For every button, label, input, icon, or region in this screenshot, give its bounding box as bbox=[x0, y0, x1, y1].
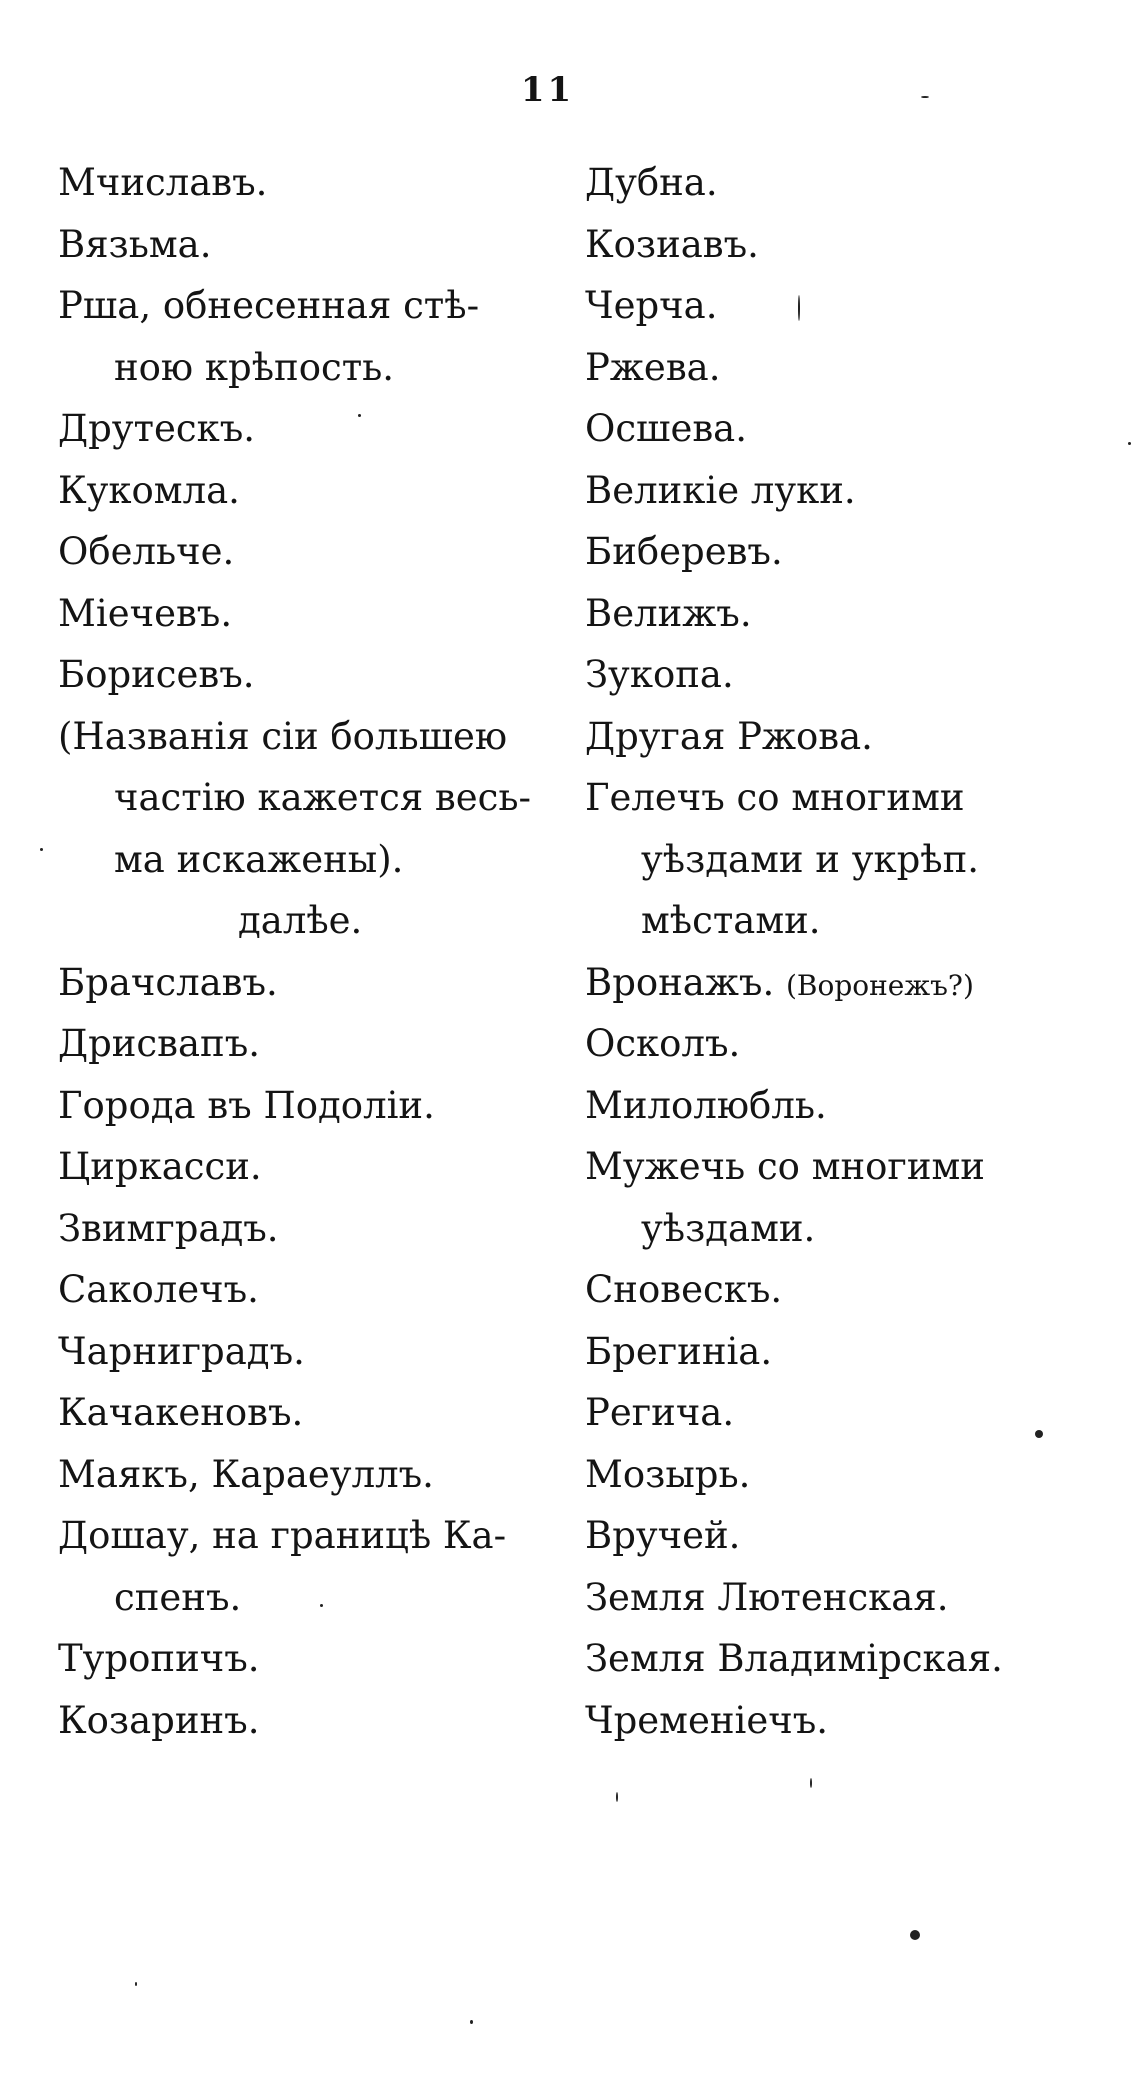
place-name: Туропичъ. bbox=[58, 1637, 260, 1680]
place-name: Дубна. bbox=[585, 161, 718, 204]
place-name: Чарниградъ. bbox=[58, 1329, 305, 1373]
place-name: Звимградъ. bbox=[58, 1206, 279, 1250]
scan-speck bbox=[798, 295, 800, 321]
place-name: Регича. bbox=[585, 1391, 735, 1434]
place-name: Маякъ, Караеуллъ. bbox=[58, 1452, 434, 1496]
place-name: Гелечъ со многими bbox=[585, 776, 965, 819]
place-name-continuation: уѣздами и укрѣп. bbox=[641, 837, 980, 881]
scan-speck bbox=[1035, 1430, 1043, 1438]
scan-speck bbox=[40, 848, 43, 851]
place-name-continuation: уѣздами. bbox=[641, 1206, 816, 1250]
scan-speck bbox=[320, 1604, 323, 1607]
place-name: Чременіечъ. bbox=[585, 1698, 829, 1742]
place-name-continuation: ною крѣпость. bbox=[114, 345, 395, 389]
place-name: Биберевъ. bbox=[585, 530, 783, 573]
scan-speck bbox=[910, 1930, 920, 1940]
place-name: Вручей. bbox=[585, 1514, 741, 1557]
place-name: Вязьма. bbox=[58, 222, 212, 266]
place-name: Мчиславъ. bbox=[58, 161, 268, 204]
place-name: Козаринъ. bbox=[58, 1698, 260, 1742]
place-name: Города въ Подоліи. bbox=[58, 1083, 435, 1127]
place-name-continuation: мѣстами. bbox=[641, 899, 821, 942]
place-name: Милолюбль. bbox=[585, 1083, 827, 1127]
place-name: Другая Ржова. bbox=[585, 714, 873, 758]
scan-speck bbox=[616, 1792, 618, 1802]
place-name: Циркасси. bbox=[58, 1145, 262, 1188]
place-name: Мозырь. bbox=[585, 1452, 751, 1496]
place-name: Качакеновъ. bbox=[58, 1391, 304, 1434]
page-number: 11 bbox=[520, 70, 575, 110]
place-name: Кукомла. bbox=[58, 468, 240, 512]
place-name bbox=[585, 952, 1085, 1014]
scan-speck bbox=[810, 1778, 812, 1788]
place-name: Ржева. bbox=[585, 345, 721, 389]
place-name-continuation: спенъ. bbox=[114, 1575, 242, 1619]
place-name: Обельче. bbox=[58, 530, 235, 573]
scan-speck bbox=[135, 1982, 137, 1986]
scan-speck bbox=[921, 96, 929, 98]
scan-speck bbox=[1128, 442, 1131, 445]
place-name: Мужечь со многими bbox=[585, 1145, 985, 1188]
place-name: Рша, обнесенная стѣ- bbox=[58, 284, 480, 327]
place-name: Осколъ. bbox=[585, 1022, 741, 1065]
scan-speck bbox=[358, 414, 361, 417]
scan-speck bbox=[470, 2020, 473, 2024]
place-name-annotation: (Воронежъ?) bbox=[785, 968, 974, 1002]
place-name: Зукопа. bbox=[585, 653, 734, 696]
place-name: Земля Лютенская. bbox=[585, 1575, 949, 1619]
place-name: Козиавъ. bbox=[585, 222, 759, 266]
editorial-note-continuation: частію кажется весь- bbox=[114, 776, 532, 819]
left-column bbox=[58, 152, 558, 1751]
section-heading: далѣе. bbox=[238, 899, 363, 942]
place-name: Брегиніа. bbox=[585, 1329, 773, 1373]
place-name: Велижъ. bbox=[585, 591, 752, 635]
place-name: Земля Владимірская. bbox=[585, 1637, 1003, 1680]
editorial-note-continuation: ма искажены). bbox=[114, 837, 404, 881]
place-name: Борисевъ. bbox=[58, 653, 255, 696]
place-name: Великіе луки. bbox=[585, 468, 856, 512]
place-name: Друтескъ. bbox=[58, 407, 256, 450]
editorial-note: (Названія сіи большею bbox=[58, 714, 508, 758]
place-name: Дошау, на границѣ Ка- bbox=[58, 1514, 507, 1557]
place-name: Сновескъ. bbox=[585, 1268, 783, 1311]
place-name: Міечевъ. bbox=[58, 591, 233, 635]
place-name: Брачславъ. bbox=[58, 960, 278, 1004]
place-name: Осшева. bbox=[585, 407, 748, 450]
right-column bbox=[585, 152, 1085, 1751]
place-name-text: Вронажъ. bbox=[585, 960, 775, 1004]
place-name: Саколечъ. bbox=[58, 1268, 259, 1311]
place-name: Черча. bbox=[585, 284, 718, 327]
place-name: Дрисвапъ. bbox=[58, 1022, 261, 1065]
